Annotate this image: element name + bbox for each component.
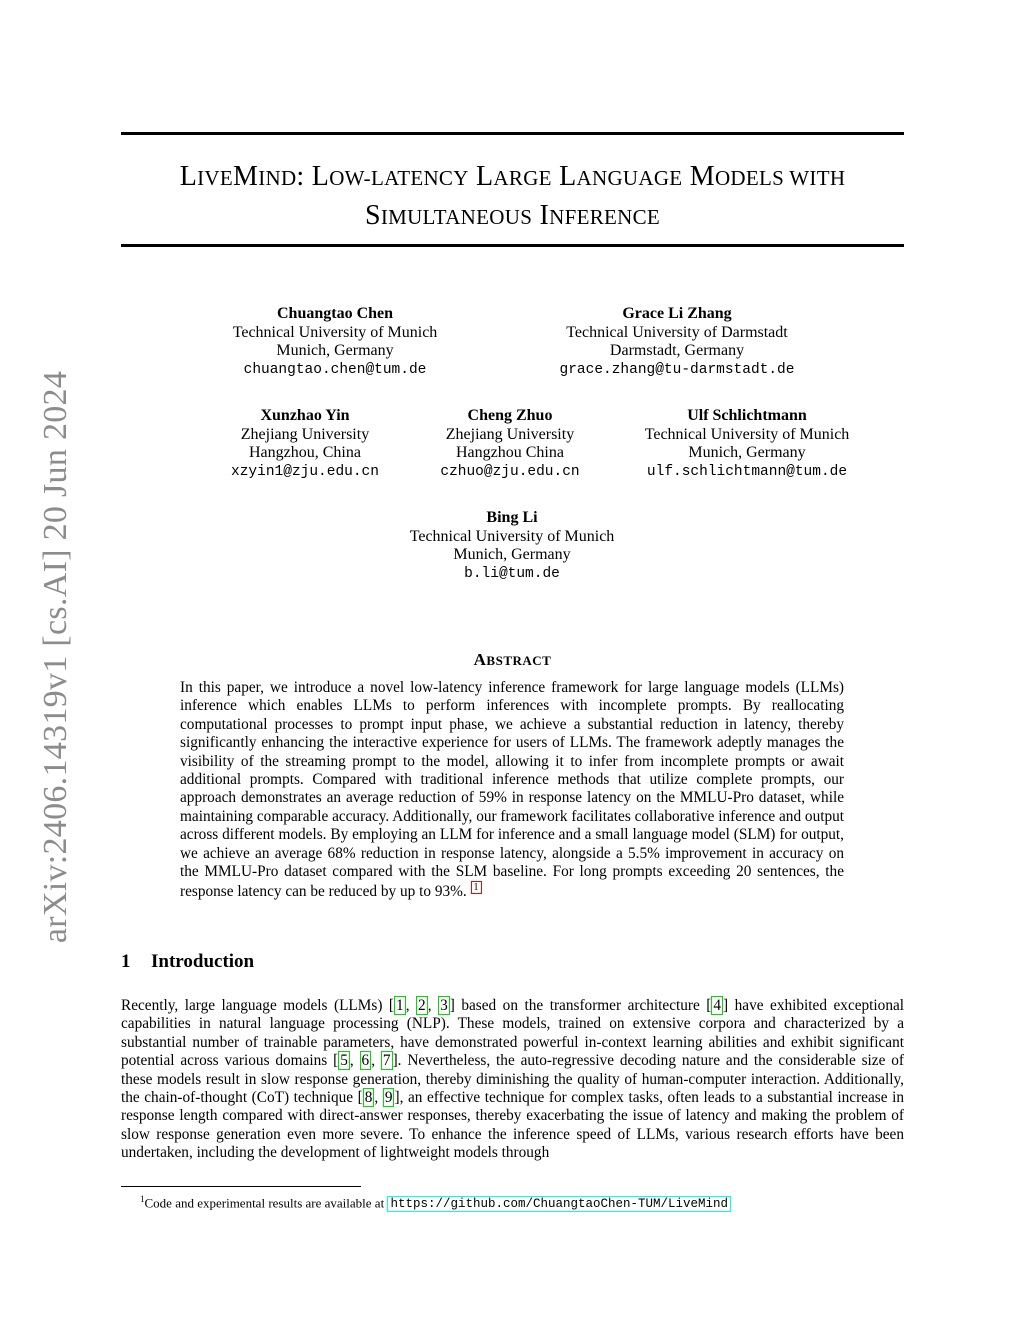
- author-affiliation: Zhejiang University: [240, 425, 370, 443]
- repo-url-link[interactable]: https://github.com/ChuangtaoChen-TUM/LiveMind: [387, 1196, 731, 1212]
- citation-link[interactable]: 9: [384, 1089, 393, 1107]
- author-email[interactable]: grace.zhang@tu-darmstadt.de: [559, 361, 795, 378]
- author-name: Ulf Schlichtmann: [687, 407, 807, 424]
- author-name: Chuangtao Chen: [276, 305, 394, 322]
- author-location: Hangzhou, China: [249, 444, 361, 461]
- footnote-ref-link[interactable]: 1: [471, 881, 482, 894]
- footnote: [140, 1190, 900, 1213]
- author-name: Grace Li Zhang: [622, 305, 732, 322]
- author-location: Munich, Germany: [688, 444, 806, 461]
- abstract-text: In this paper, we introduce a novel low-latency inference framework for large language models (LLMs) inference which enables LLMs to perform inferences with incomplete prompts. By reallocating computational processes to prompt input phase, we achieve a substantial reduction in latency, thereby significantly enhancing the interactive experience for users of LLMs. The framework adeptly manages the visibility of the streaming prompt to the model, allowing it to infer from incomplete prompts or await additional prompts. Compared with traditional inference methods that utilize complete prompts, our approach demonstrates an average reduction of 59% in response latency on the MMLU-Pro dataset, while maintaining comparable accuracy. Additionally, our framework facilitates collaborative inference and output across different models. By employing an LLM for inference and a small language model (SLM) for output, we achieve an average 68% reduction in response latency, alongside a 5.5% improvement in accuracy on the MMLU-Pro dataset compared with the SLM baseline. For long prompts exceeding 20 sentences, the response latency can be reduced by up to 93%.: [180, 679, 845, 901]
- author-name: Xunzhao Yin: [260, 407, 350, 424]
- section-heading: [121, 951, 254, 973]
- author-location: Munich, Germany: [453, 546, 571, 563]
- intro-paragraph: Recently, large language models (LLMs) [ 1 , 2 , 3 ] based on the transformer architecture [ 4 ] have exhibited exceptional capabilities in natural language processing (NLP). These models, trained on extensive corpora and characterized by a substantial number of trainable parameters, have demonstrated powerful in-context learning abilities and exhibit significant potential across various domains [ 5 , 6 , 7 ]. Nevertheless, the auto-regressive decoding nature and the considerable size of these models result in slow response generation, thereby diminishing the quality of human-computer interaction. Additionally, the chain-of-thought (CoT) technique [ 8 , 9 ], an effective technique for complex tasks, often leads to a substantial increase in response length compared with direct-answer responses, thereby exacerbating the issue of latency and making the problem of slow response generation even more severe. To enhance the inference speed of LLMs, various research efforts have been undertaken, including the development of lightweight models through: [121, 997, 905, 1162]
- author-affiliation: Zhejiang University: [445, 425, 575, 443]
- author-block: [392, 509, 632, 583]
- author-block: [537, 305, 817, 379]
- title-top-rule: [121, 132, 904, 135]
- author-name: Bing Li: [486, 509, 538, 526]
- paper-title: LIVEMIND: LOW-LATENCY LARGE LANGUAGE MODELS WITH SIMULTANEOUS INFERENCE: [179, 161, 846, 231]
- author-block: [627, 407, 867, 481]
- arxiv-id: arXiv:2406.14319v1 [cs.AI] 20 Jun 2024: [37, 370, 74, 944]
- author-email[interactable]: b.li@tum.de: [464, 565, 560, 582]
- author-name: Cheng Zhuo: [467, 407, 553, 424]
- author-location: Munich, Germany: [276, 342, 394, 359]
- author-affiliation: Technical University of Munich: [644, 425, 850, 443]
- citation-link[interactable]: 4: [713, 997, 722, 1014]
- author-email[interactable]: ulf.schlichtmann@tum.de: [646, 463, 848, 480]
- author-block: [205, 407, 405, 481]
- author-email[interactable]: czhuo@zju.edu.cn: [440, 463, 580, 480]
- footnote-mark: 1: [140, 1194, 145, 1204]
- abstract-body: [180, 679, 844, 902]
- author-block: [205, 305, 465, 379]
- author-email[interactable]: xzyin1@zju.edu.cn: [231, 463, 379, 480]
- citation-link[interactable]: 8: [364, 1089, 373, 1107]
- section-number: 1: [121, 951, 131, 972]
- citation-link[interactable]: 7: [382, 1052, 391, 1070]
- footnote-rule: [121, 1186, 361, 1187]
- author-affiliation: Technical University of Munich: [232, 323, 438, 341]
- citation-link[interactable]: 6: [361, 1052, 370, 1070]
- author-location: Darmstadt, Germany: [609, 342, 745, 359]
- author-block: [420, 407, 600, 481]
- title-bottom-rule: [121, 244, 904, 247]
- footnote-text: Code and experimental results are available at: [144, 1195, 388, 1211]
- arxiv-sidebar: [36, 372, 76, 942]
- citation-link[interactable]: 1: [396, 997, 404, 1014]
- citation-link[interactable]: 3: [440, 997, 448, 1014]
- author-affiliation: Technical University of Munich: [409, 527, 615, 545]
- section-title: Introduction: [151, 951, 255, 972]
- author-affiliation: Technical University of Darmstadt: [566, 323, 788, 341]
- citation-link[interactable]: 2: [418, 997, 426, 1014]
- abstract-heading: ABSTRACT: [473, 650, 552, 669]
- citation-link[interactable]: 5: [340, 1052, 348, 1070]
- author-location: Hangzhou China: [456, 444, 564, 461]
- author-email[interactable]: chuangtao.chen@tum.de: [243, 361, 427, 378]
